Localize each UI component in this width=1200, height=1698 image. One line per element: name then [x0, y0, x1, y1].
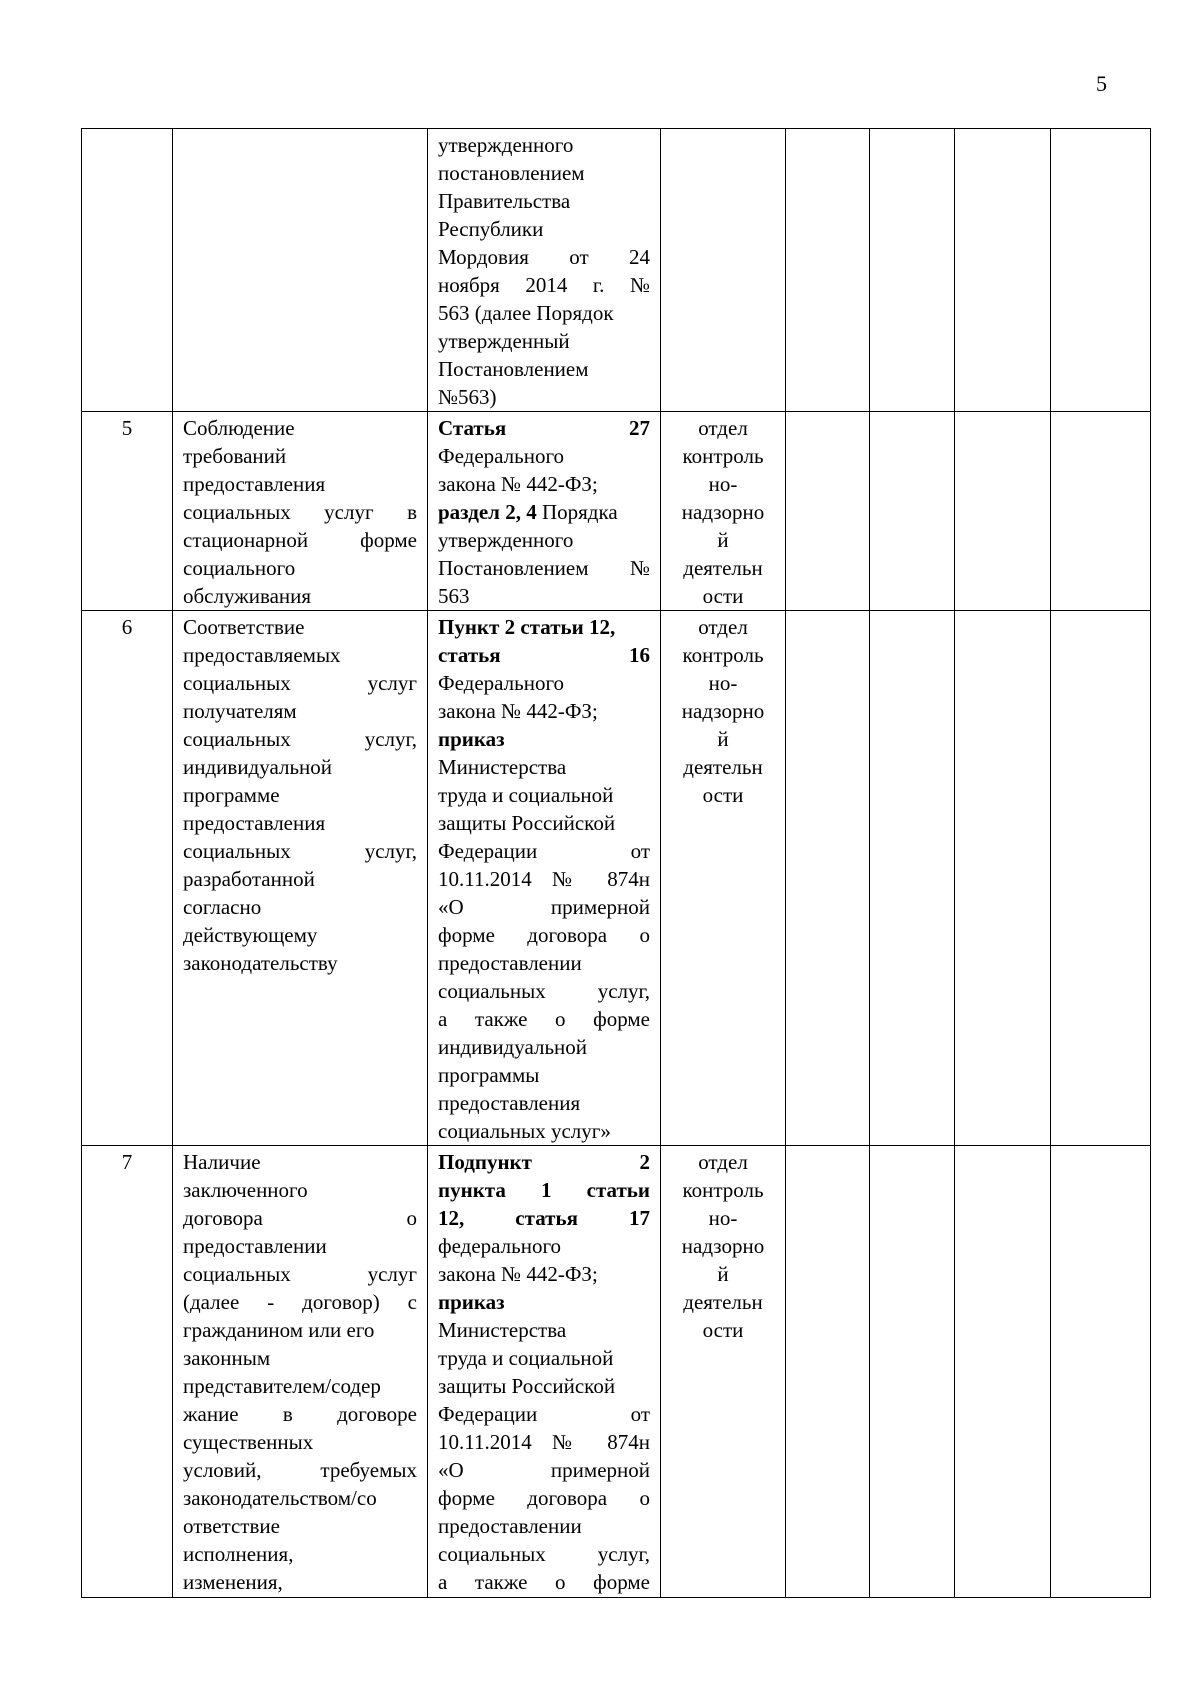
legal-basis-text: федерального — [438, 1234, 562, 1258]
requirement-line: предоставляемых — [183, 643, 341, 667]
legal-basis-text: Федерального — [438, 444, 565, 468]
legal-basis-text: Мордовия от 24 — [438, 245, 650, 269]
legal-basis-text: предоставлении — [438, 951, 582, 975]
department-cell — [661, 1146, 786, 1598]
requirement-line: социальных услуг — [183, 1262, 417, 1286]
requirement-line: социальных услуг — [183, 671, 417, 695]
legal-basis-text: утвержденного — [438, 528, 574, 552]
legal-basis-text: ноября 2014 г. № — [438, 273, 650, 297]
department-line: контроль — [682, 643, 764, 667]
requirement-line: жание в договоре — [183, 1402, 417, 1426]
requirement-line: условий, требуемых — [183, 1458, 417, 1482]
legal-basis-line — [438, 1540, 650, 1568]
empty-cell — [870, 129, 955, 412]
legal-basis-line — [438, 977, 650, 1005]
requirement-line: обслуживания — [183, 584, 312, 608]
legal-basis-text: Федерации от — [438, 1402, 650, 1426]
legal-basis-text: «О примерной — [438, 895, 650, 919]
legal-basis-text: Министерства — [438, 1318, 567, 1342]
legal-basis-line — [438, 414, 650, 442]
legal-basis-bold-text: раздел 2, 4 — [438, 500, 537, 524]
table-row — [82, 1146, 1151, 1598]
legal-basis-text: Порядка — [536, 500, 618, 524]
legal-basis-text: предоставления — [438, 1091, 581, 1115]
empty-cell — [870, 1146, 955, 1598]
legal-basis-text: 10.11.2014 № 874н — [438, 867, 650, 891]
legal-basis-line — [438, 554, 650, 582]
legal-basis-text: индивидуальной — [438, 1035, 587, 1059]
legal-basis-line — [438, 1484, 650, 1512]
legal-basis-line — [438, 781, 650, 809]
requirement-line: изменения, — [183, 1570, 283, 1594]
legal-basis-text: 563 — [438, 584, 470, 608]
table-row — [82, 129, 1151, 412]
requirement-line: социального — [183, 556, 296, 580]
requirement-line: законодательством/со — [183, 1486, 377, 1510]
legal-basis-line — [438, 725, 650, 753]
requirement-line: стационарной форме — [183, 528, 417, 552]
table-body — [82, 129, 1151, 1598]
legal-basis-line — [438, 383, 650, 411]
department-line: ости — [702, 1318, 744, 1342]
legal-basis-text: Республики — [438, 217, 544, 241]
requirement-line: представителем/содер — [183, 1374, 381, 1398]
empty-cell — [786, 611, 870, 1146]
legal-basis-text: 563 (далее Порядок — [438, 301, 614, 325]
legal-basis-line — [438, 327, 650, 355]
legal-basis-text: утвержденного — [438, 133, 574, 157]
legal-basis-line — [438, 1089, 650, 1117]
empty-cell — [1051, 412, 1151, 611]
legal-basis-text: утвержденный — [438, 329, 570, 353]
requirement-line: существенных — [183, 1430, 314, 1454]
legal-basis-line — [438, 1260, 650, 1288]
empty-cell — [955, 129, 1051, 412]
department-line: надзорно — [681, 699, 765, 723]
legal-basis-line — [438, 1512, 650, 1540]
requirement-line: предоставлении — [183, 1234, 327, 1258]
requirement-line: требований — [183, 444, 287, 468]
department-line: й — [717, 727, 729, 751]
legal-basis-line — [438, 837, 650, 865]
legal-basis-line — [438, 131, 650, 159]
legal-basis-bold-text: статья 16 — [438, 643, 650, 667]
department-line: отдел — [698, 615, 748, 639]
requirement-line: социальных услуг, — [183, 839, 417, 863]
requirement-line: социальных услуг в — [183, 500, 417, 524]
legal-basis-cell — [428, 129, 661, 412]
legal-basis-text: труда и социальной — [438, 783, 614, 807]
row-number-cell — [82, 129, 173, 412]
legal-basis-text: Федерации от — [438, 839, 650, 863]
legal-basis-text: защиты Российской — [438, 811, 616, 835]
legal-basis-bold-text: Пункт 2 статьи 12, — [438, 615, 616, 639]
legal-basis-line — [438, 187, 650, 215]
legal-basis-line — [438, 669, 650, 697]
department-line: надзорно — [681, 500, 765, 524]
legal-basis-line — [438, 299, 650, 327]
legal-basis-line — [438, 1344, 650, 1372]
requirement-line: Соблюдение — [183, 416, 295, 440]
legal-basis-cell — [428, 611, 661, 1146]
legal-basis-line — [438, 1428, 650, 1456]
legal-basis-bold-text: приказ — [438, 1290, 505, 1314]
legal-basis-text: 10.11.2014 № 874н — [438, 1430, 650, 1454]
requirement-line: социальных услуг, — [183, 727, 417, 751]
inspection-checklist-table — [81, 128, 1151, 1598]
requirement-line: договора о — [183, 1206, 417, 1230]
department-line: но- — [708, 1206, 738, 1230]
department-line: ости — [702, 584, 744, 608]
empty-cell — [786, 129, 870, 412]
requirement-line: действующему — [183, 923, 318, 947]
legal-basis-line — [438, 1204, 650, 1232]
empty-cell — [955, 1146, 1051, 1598]
row-number-cell — [82, 611, 173, 1146]
requirement-line: ответствие — [183, 1514, 280, 1538]
legal-basis-text: Федерального — [438, 671, 565, 695]
legal-basis-line — [438, 697, 650, 725]
legal-basis-line — [438, 809, 650, 837]
empty-cell — [870, 412, 955, 611]
legal-basis-line — [438, 1033, 650, 1061]
legal-basis-line — [438, 1316, 650, 1344]
empty-cell — [1051, 129, 1151, 412]
table-row — [82, 611, 1151, 1146]
legal-basis-text: социальных услуг, — [438, 979, 650, 1003]
legal-basis-cell — [428, 1146, 661, 1598]
legal-basis-text: Постановлением № — [438, 556, 650, 580]
department-line: й — [717, 528, 729, 552]
row-number: 5 — [121, 416, 133, 440]
legal-basis-line — [438, 1176, 650, 1204]
row-number: 6 — [121, 615, 133, 639]
requirement-line: разработанной — [183, 867, 315, 891]
requirement-cell — [173, 129, 428, 412]
legal-basis-line — [438, 498, 650, 526]
legal-basis-line — [438, 215, 650, 243]
empty-cell — [955, 412, 1051, 611]
requirement-line: согласно — [183, 895, 262, 919]
empty-cell — [1051, 1146, 1151, 1598]
legal-basis-line — [438, 949, 650, 977]
department-line: но- — [708, 671, 738, 695]
legal-basis-text: а также о форме — [438, 1570, 650, 1594]
empty-cell — [786, 412, 870, 611]
legal-basis-line — [438, 1061, 650, 1089]
legal-basis-line — [438, 1288, 650, 1316]
requirement-line: гражданином или его — [183, 1318, 375, 1342]
legal-basis-line — [438, 355, 650, 383]
department-line: отдел — [698, 416, 748, 440]
legal-basis-line — [438, 641, 650, 669]
legal-basis-line — [438, 865, 650, 893]
legal-basis-line — [438, 1117, 650, 1145]
empty-cell — [870, 611, 955, 1146]
legal-basis-bold-text: приказ — [438, 727, 505, 751]
requirement-cell — [173, 611, 428, 1146]
requirement-line: исполнения, — [183, 1542, 294, 1566]
legal-basis-line — [438, 526, 650, 554]
legal-basis-bold-text: Статья 27 — [438, 416, 650, 440]
legal-basis-cell — [428, 412, 661, 611]
department-line: деятельн — [683, 755, 763, 779]
legal-basis-text: форме договора о — [438, 1486, 650, 1510]
legal-basis-text: программы — [438, 1063, 540, 1087]
legal-basis-line — [438, 243, 650, 271]
department-line: но- — [708, 472, 738, 496]
department-line: контроль — [682, 1178, 764, 1202]
requirement-cell — [173, 412, 428, 611]
legal-basis-text: Правительства — [438, 189, 571, 213]
legal-basis-line — [438, 893, 650, 921]
legal-basis-line — [438, 1568, 650, 1596]
legal-basis-line — [438, 442, 650, 470]
requirement-line: получателям — [183, 699, 297, 723]
legal-basis-text: предоставлении — [438, 1514, 582, 1538]
legal-basis-bold-text: пункта 1 статьи — [438, 1178, 650, 1202]
empty-cell — [1051, 611, 1151, 1146]
requirement-line: индивидуальной — [183, 755, 332, 779]
department-line: контроль — [682, 444, 764, 468]
department-line: деятельн — [683, 1290, 763, 1314]
legal-basis-line — [438, 271, 650, 299]
department-cell — [661, 611, 786, 1146]
table-row — [82, 412, 1151, 611]
legal-basis-text: социальных услуг» — [438, 1119, 611, 1143]
page-number: 5 — [1096, 71, 1107, 96]
legal-basis-line — [438, 1372, 650, 1400]
requirement-cell — [173, 1146, 428, 1598]
legal-basis-line — [438, 159, 650, 187]
department-line: надзорно — [681, 1234, 765, 1258]
department-line: отдел — [698, 1150, 748, 1174]
legal-basis-line — [438, 1400, 650, 1428]
legal-basis-line — [438, 1232, 650, 1260]
department-line: й — [717, 1262, 729, 1286]
requirement-line: Наличие — [183, 1150, 261, 1174]
legal-basis-bold-text: 12, статья 17 — [438, 1206, 650, 1230]
legal-basis-text: закона № 442-ФЗ; — [438, 1262, 598, 1286]
row-number: 7 — [121, 1150, 133, 1174]
legal-basis-text: постановлением — [438, 161, 585, 185]
requirement-line: заключенного — [183, 1178, 308, 1202]
legal-basis-text: закона № 442-ФЗ; — [438, 472, 598, 496]
empty-cell — [786, 1146, 870, 1598]
legal-basis-bold-text: Подпункт 2 — [438, 1150, 650, 1174]
legal-basis-text: защиты Российской — [438, 1374, 616, 1398]
legal-basis-line — [438, 582, 650, 610]
row-number-cell — [82, 1146, 173, 1598]
department-line: ости — [702, 783, 744, 807]
legal-basis-line — [438, 1148, 650, 1176]
legal-basis-text: труда и социальной — [438, 1346, 614, 1370]
requirement-line: (далее - договор) с — [183, 1290, 417, 1314]
empty-cell — [955, 611, 1051, 1146]
department-cell — [661, 412, 786, 611]
legal-basis-text: форме договора о — [438, 923, 650, 947]
legal-basis-line — [438, 470, 650, 498]
requirement-line: Соответствие — [183, 615, 305, 639]
legal-basis-text: социальных услуг, — [438, 1542, 650, 1566]
requirement-line: законным — [183, 1346, 271, 1370]
requirement-line: программе — [183, 783, 280, 807]
legal-basis-line — [438, 613, 650, 641]
legal-basis-text: а также о форме — [438, 1007, 650, 1031]
legal-basis-text: закона № 442-ФЗ; — [438, 699, 598, 723]
legal-basis-text: Постановлением — [438, 357, 589, 381]
department-line: деятельн — [683, 556, 763, 580]
department-cell — [661, 129, 786, 412]
legal-basis-line — [438, 753, 650, 781]
legal-basis-text: Министерства — [438, 755, 567, 779]
requirement-line: предоставления — [183, 811, 326, 835]
row-number-cell — [82, 412, 173, 611]
legal-basis-line — [438, 1005, 650, 1033]
requirement-line: законодательству — [183, 951, 338, 975]
legal-basis-text: «О примерной — [438, 1458, 650, 1482]
requirement-line: предоставления — [183, 472, 326, 496]
legal-basis-text: №563) — [438, 385, 497, 409]
legal-basis-line — [438, 1456, 650, 1484]
legal-basis-line — [438, 921, 650, 949]
